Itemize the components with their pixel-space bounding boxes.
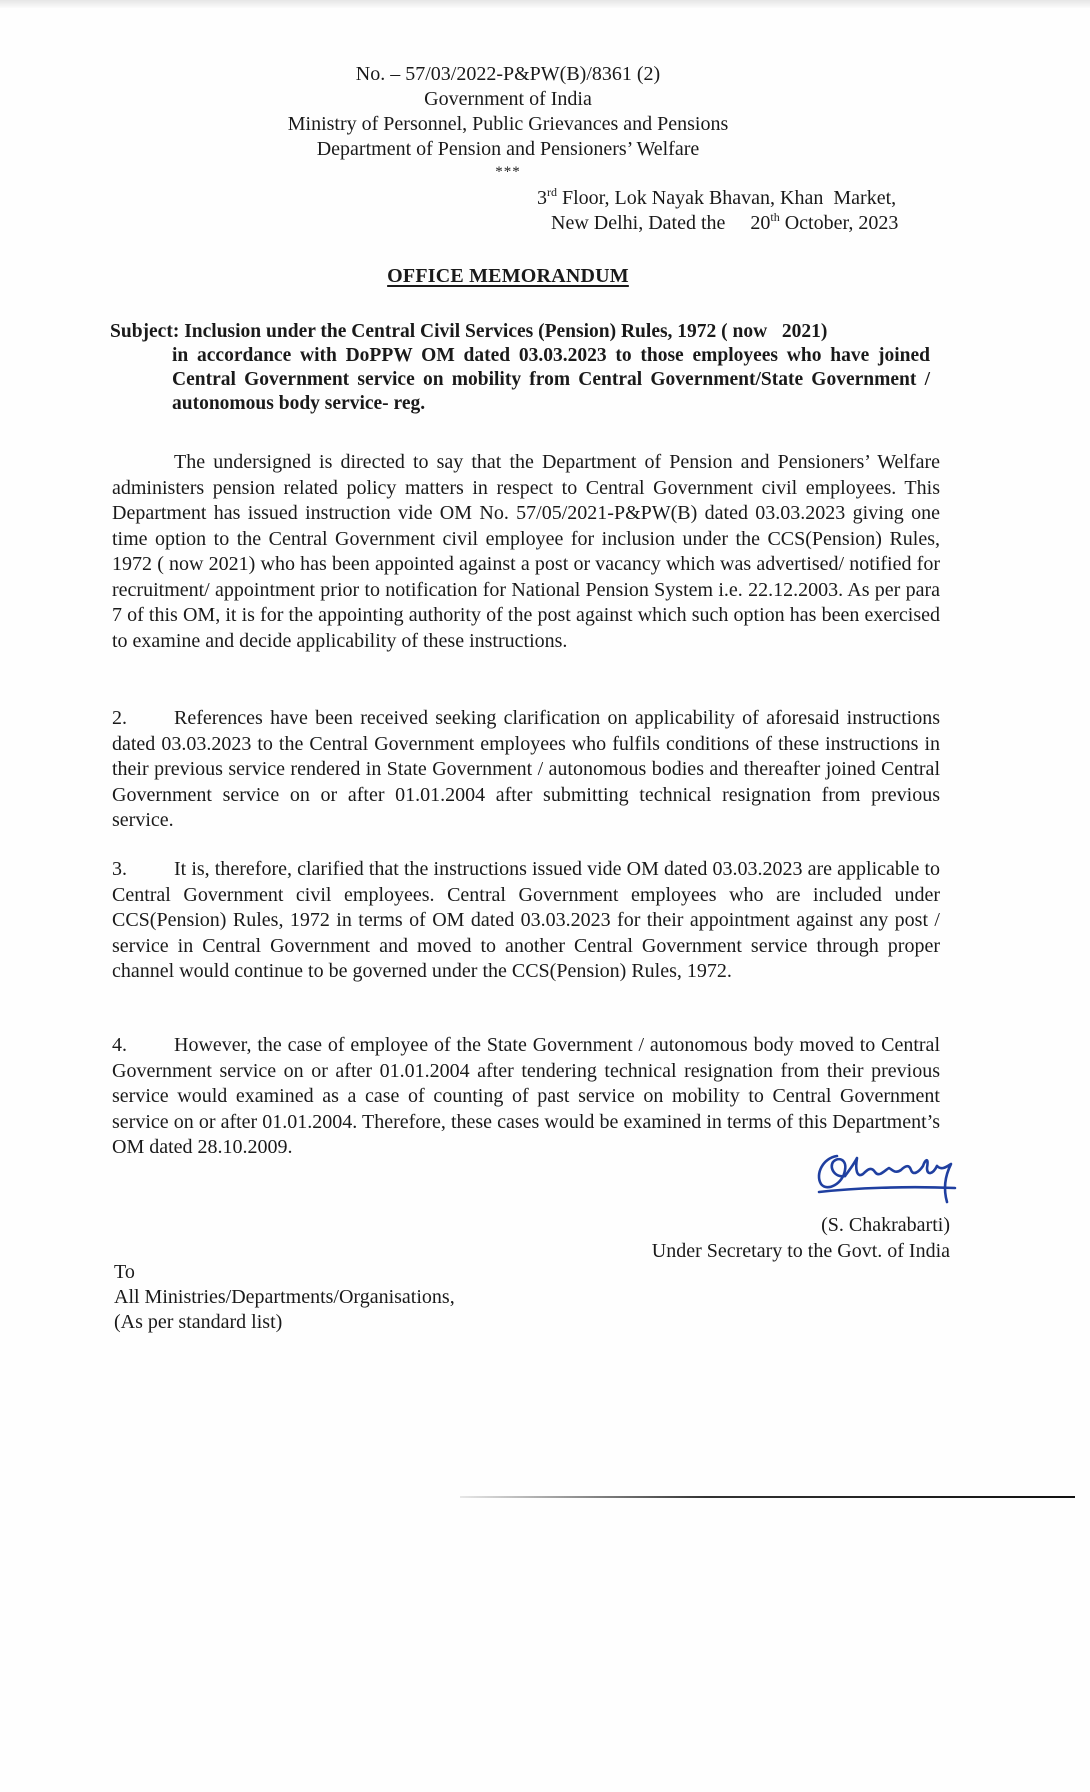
- recipients-line-2: (As per standard list): [114, 1311, 283, 1333]
- paragraph-1-text: The undersigned is directed to say that the Department of Pension and Pensioners’ Welfare administers pension related policy matters in respect to Central Government civil employees. This Department has issued instruction vide OM No. 57/05/2021-P&PW(B) dated 03.03.2023 giving one time option to the Central Government civil employee for inclusion under the CCS(Pension) Rules, 1972 ( now 2021) who has been appointed against a post or vacancy which was advertised/ notified for recruitment/ appointment prior to notification for National Pension System i.e. 22.12.2003. As per para 7 of this OM, it is for the appointing authority of the post against which such option has been exercised to examine and decide applicability of these instructions.: [112, 451, 940, 652]
- recipients-to-label: To: [114, 1261, 135, 1283]
- footer-rule: [460, 1496, 1075, 1498]
- date-suffix: th: [770, 210, 780, 224]
- office-address: [537, 186, 896, 211]
- paragraph-4-text: However, the case of employee of the State Government / autonomous body moved to Central Government service on or after 01.01.2004 after tendering technical resignation from their previous service would examined as a case of counting of past service on mobility to Central Government service on or after 01.01.2004. Therefore, these cases would be examined in terms of this Department’s OM dated 28.10.2009.: [112, 1034, 940, 1158]
- date-month-year: October, 2023: [779, 212, 899, 234]
- subject-text-rest: in accordance with DoPPW OM dated 03.03.2023 to those employees who have joined Central Government service on mobility from Central Government/State Government / autonomous body service- reg.: [172, 345, 930, 414]
- paragraph-1: [112, 450, 940, 654]
- subject-label: Subject:: [110, 321, 180, 342]
- paragraph-3-text: It is, therefore, clarified that the instructions issued vide OM dated 03.03.2023 are applicable to Central Government civil employees. Central Government employees who are included under CCS(Pension) Rules, 1972 in terms of OM dated 03.03.2023 for their appointment against any post / service in Central Government and moved to another Central Government service through proper channel would continue to be governed under the CCS(Pension) Rules, 1972.: [112, 858, 940, 982]
- paragraph-2: [112, 706, 940, 834]
- dated-prefix: New Delhi, Dated the 20: [551, 212, 771, 234]
- paragraph-2-text: References have been received seeking clarification on applicability of aforesaid instructions dated 03.03.2023 to the Central Government employees who fulfils conditions of these instructions in their previous service rendered in State Government / autonomous bodies and thereafter joined Central Government service on or after 01.01.2004 after submitting technical resignation from previous service.: [112, 707, 940, 831]
- signature-block: [610, 1150, 950, 1264]
- subject-first-line: [110, 320, 930, 344]
- paragraph-3-number: 3.: [112, 858, 127, 880]
- separator-stars: ***: [495, 164, 521, 180]
- paragraph-4-number: 4.: [112, 1034, 127, 1056]
- recipients-line-1: All Ministries/Departments/Organisations,: [114, 1286, 455, 1308]
- paragraph-2-number: 2.: [112, 707, 127, 729]
- memo-title: [0, 265, 1016, 288]
- recipients-block: [114, 1260, 455, 1335]
- signatory-designation: Under Secretary to the Govt. of India: [651, 1240, 950, 1262]
- government-name: Government of India: [424, 88, 592, 110]
- address-line: Floor, Lok Nayak Bhavan, Khan Market,: [557, 187, 897, 209]
- ministry-name: Ministry of Personnel, Public Grievances and Pensions: [287, 113, 729, 135]
- signatory-name: (S. Chakrabarti): [821, 1214, 950, 1236]
- paragraph-4: [112, 1033, 940, 1161]
- dated-line: [551, 211, 898, 236]
- subject-block: [110, 320, 930, 416]
- memo-title-text: OFFICE MEMORANDUM: [387, 265, 629, 287]
- paragraph-3: [112, 857, 940, 985]
- address-floor-suffix: rd: [547, 185, 557, 199]
- department-name: Department of Pension and Pensioners’ Welfare: [316, 138, 700, 160]
- subject-text-first: Inclusion under the Central Civil Services (Pension) Rules, 1972 ( now 2021): [179, 321, 828, 342]
- scan-edge: [0, 0, 1090, 8]
- reference-number: No. – 57/03/2022-P&PW(B)/8361 (2): [355, 63, 661, 85]
- address-floor-number: 3: [537, 187, 547, 209]
